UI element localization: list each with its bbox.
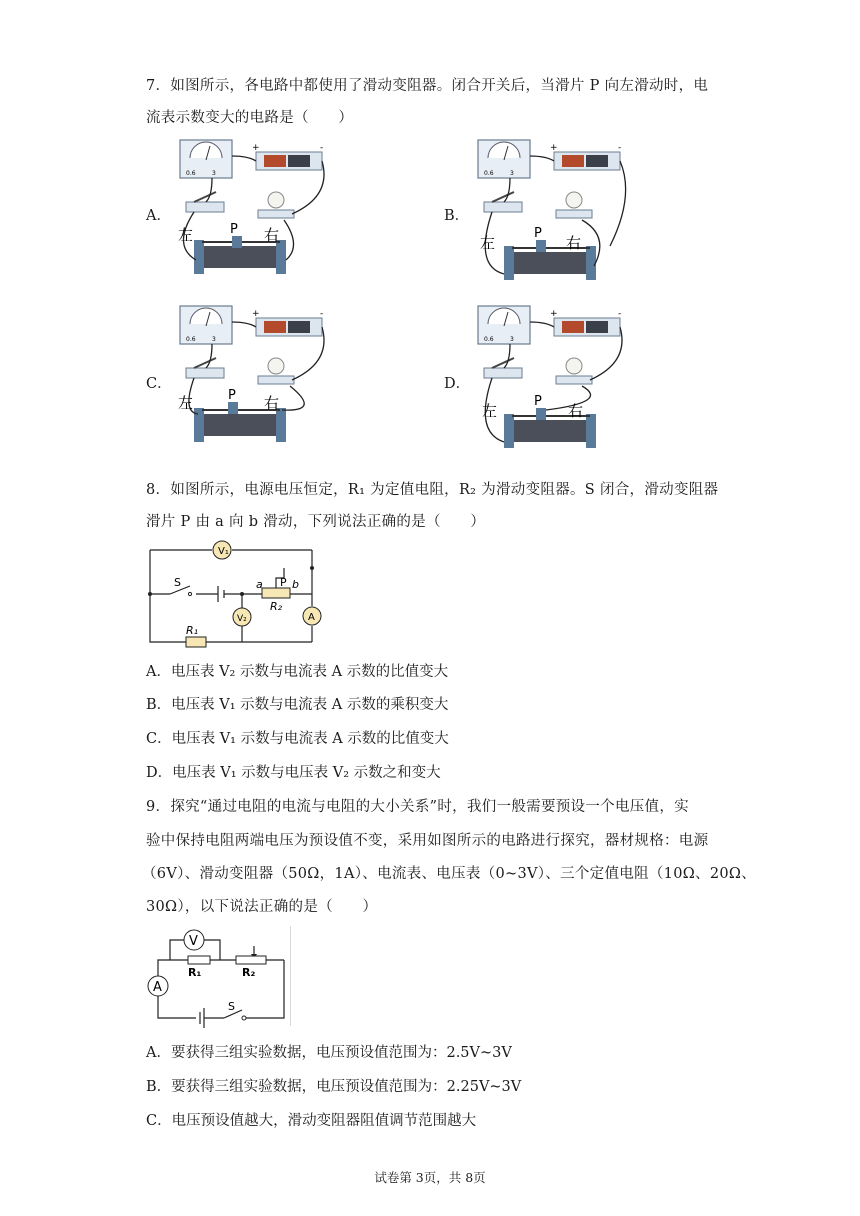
q8-option-a[interactable]: A．电压表 V₂ 示数与电流表 A 示数的比值变大 xyxy=(146,664,449,680)
q9-stem-line1: 9．探究“通过电阻的电流与电阻的大小关系”时，我们一般需要预设一个电压值，实 xyxy=(146,799,689,815)
r1-label: R₁ xyxy=(188,966,202,979)
right-label: 右 xyxy=(264,394,280,412)
slider-label: P xyxy=(230,222,238,237)
q8-stem-line1: 8．如图所示，电源电压恒定，R₁ 为定值电阻，R₂ 为滑动变阻器。S 闭合，滑动变阻器 xyxy=(146,482,719,498)
q8-option-d[interactable]: D．电压表 V₁ 示数与电压表 V₂ 示数之和变大 xyxy=(146,765,441,781)
q8-circuit-diagram xyxy=(144,538,324,650)
svg-text:+: + xyxy=(252,309,260,319)
r2-label: R₂ xyxy=(242,966,256,979)
svg-text:-: - xyxy=(618,309,622,319)
switch-label: S xyxy=(174,576,181,589)
right-label: 右 xyxy=(566,234,582,252)
ammeter-label: A xyxy=(153,980,162,995)
ammeter-label: A xyxy=(308,612,315,623)
ammeter-scale-b: 3 xyxy=(510,336,514,343)
q8-option-c[interactable]: C．电压表 V₁ 示数与电流表 A 示数的比值变大 xyxy=(146,731,449,747)
slider-label: P xyxy=(534,394,542,409)
svg-text:+: + xyxy=(252,143,260,153)
q8-stem-line2: 滑片 P 由 a 向 b 滑动，下列说法正确的是（ ） xyxy=(146,514,486,530)
slider-label: P xyxy=(228,388,236,403)
figure-divider xyxy=(290,926,291,1026)
q7-option-d-circuit xyxy=(470,302,630,458)
terminal-a-label: a xyxy=(256,578,263,591)
switch-label: S xyxy=(228,1000,235,1013)
ammeter-scale-b: 3 xyxy=(510,170,514,177)
right-label: 右 xyxy=(568,402,584,420)
q7-stem-line2: 流表示数变大的电路是（ ） xyxy=(146,110,354,126)
q9-stem-line4: 30Ω），以下说法正确的是（ ） xyxy=(146,899,378,915)
left-label: 左 xyxy=(482,402,498,420)
left-label: 左 xyxy=(480,234,496,252)
q9-option-b[interactable]: B．要获得三组实验数据，电压预设值范围为：2.25V~3V xyxy=(146,1079,522,1095)
svg-text:-: - xyxy=(320,143,324,153)
left-label: 左 xyxy=(178,226,194,244)
svg-text:-: - xyxy=(320,309,324,319)
q9-stem-line3: （6V）、滑动变阻器（50Ω，1A）、电流表、电压表（0~3V）、三个定值电阻（10Ω、20Ω、 xyxy=(142,866,757,882)
ammeter-scale-a: 0.6 xyxy=(484,336,494,343)
ammeter-scale-a: 0.6 xyxy=(186,170,196,177)
q7-option-b-label[interactable]: B． xyxy=(444,208,470,224)
q7-option-a-label[interactable]: A． xyxy=(146,208,171,224)
q9-option-c[interactable]: C．电压预设值越大，滑动变阻器阻值调节范围越大 xyxy=(146,1113,477,1129)
svg-text:-: - xyxy=(618,143,622,153)
q7-option-c-circuit xyxy=(172,302,332,452)
voltmeter-label: V xyxy=(189,934,198,949)
page-footer: 试卷第 3页，共 8页 xyxy=(374,1170,486,1185)
q8-option-b[interactable]: B．电压表 V₁ 示数与电流表 A 示数的乘积变大 xyxy=(146,697,449,713)
q7-option-b-circuit xyxy=(470,136,630,286)
q7-stem-line1: 7．如图所示，各电路中都使用了滑动变阻器。闭合开关后，当滑片 P 向左滑动时，电 xyxy=(146,78,709,94)
r1-label: R₁ xyxy=(186,624,199,637)
slider-label: P xyxy=(534,226,542,241)
right-label: 右 xyxy=(264,226,280,244)
ammeter-scale-a: 0.6 xyxy=(186,336,196,343)
q9-stem-line2: 验中保持电阻两端电压为预设值不变，采用如图所示的电路进行探究，器材规格：电源 xyxy=(146,833,709,849)
svg-text:+: + xyxy=(550,309,558,319)
ammeter-scale-b: 3 xyxy=(212,170,216,177)
slider-p-label: P xyxy=(280,576,287,589)
r2-label: R₂ xyxy=(270,600,283,613)
v2-meter-label: V₂ xyxy=(237,614,247,624)
q9-option-a[interactable]: A．要获得三组实验数据，电压预设值范围为：2.5V~3V xyxy=(146,1045,512,1061)
q9-circuit-diagram xyxy=(144,924,290,1028)
v1-meter-label: V₁ xyxy=(218,546,229,557)
q7-option-d-label[interactable]: D． xyxy=(444,376,471,392)
ammeter-scale-a: 0.6 xyxy=(484,170,494,177)
terminal-b-label: b xyxy=(292,578,299,591)
svg-text:+: + xyxy=(550,143,558,153)
left-label: 左 xyxy=(178,394,194,412)
q7-option-a-circuit xyxy=(172,136,332,286)
ammeter-scale-b: 3 xyxy=(212,336,216,343)
q7-option-c-label[interactable]: C． xyxy=(146,376,172,392)
